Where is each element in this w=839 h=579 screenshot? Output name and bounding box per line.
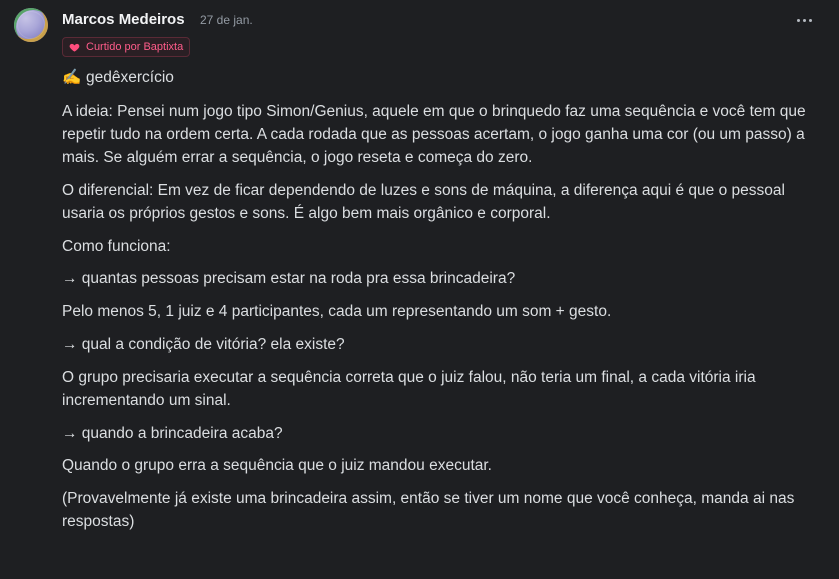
paragraph: Como funciona: [62,237,171,255]
paragraph: Pelo menos 5, 1 juiz e 4 participantes, cada um representando um som + gesto. [62,303,612,321]
more-horizontal-icon [797,19,800,22]
heart-icon [69,42,80,53]
post-heading [62,66,822,89]
more-options-button[interactable] [790,10,818,30]
more-horizontal-icon-dot [803,19,806,22]
post-timestamp[interactable]: 27 de jan. [200,13,253,27]
writing-hand-icon: ✍️ [62,69,82,86]
paragraph: A ideia: Pensei num jogo tipo Simon/Genius, aquele em que o brinquedo faz uma sequência e você tem que repetir tudo na ordem certa. A cada rodada que as pessoas acertam, o jogo ganha uma cor (ou um passo) a mais. Se alguém errar a sequência, o jogo reseta e começa do zero. [62,103,806,166]
liked-by-badge[interactable] [62,37,190,57]
more-horizontal-icon-dot [809,19,812,22]
post-content [62,66,822,543]
paragraph: → quando a brincadeira acaba? [62,424,283,442]
paragraph: → quantas pessoas precisam estar na roda pra essa brincadeira? [62,270,516,288]
author-name[interactable]: Marcos Medeiros [62,11,185,28]
liked-by-label: Curtido por Baptixta [86,41,184,53]
post-heading-text: gedêxercício [86,69,174,86]
paragraph: Quando o grupo erra a sequência que o juiz mandou executar. [62,457,492,475]
paragraph: (Provavelmente já existe uma brincadeira assim, então se tiver um nome que você conheça, manda ai nas respostas) [62,490,795,531]
avatar[interactable] [14,8,48,42]
paragraph: O diferencial: Em vez de ficar dependendo de luzes e sons de máquina, a diferença aqui é que o pessoal usaria os próprios gestos e sons. É algo bem mais orgânico e corporal. [62,181,785,222]
paragraph: → qual a condição de vitória? ela existe? [62,335,345,353]
paragraph: O grupo precisaria executar a sequência correta que o juiz falou, não teria um final, a cada vitória iria incrementando um sinal. [62,368,756,409]
